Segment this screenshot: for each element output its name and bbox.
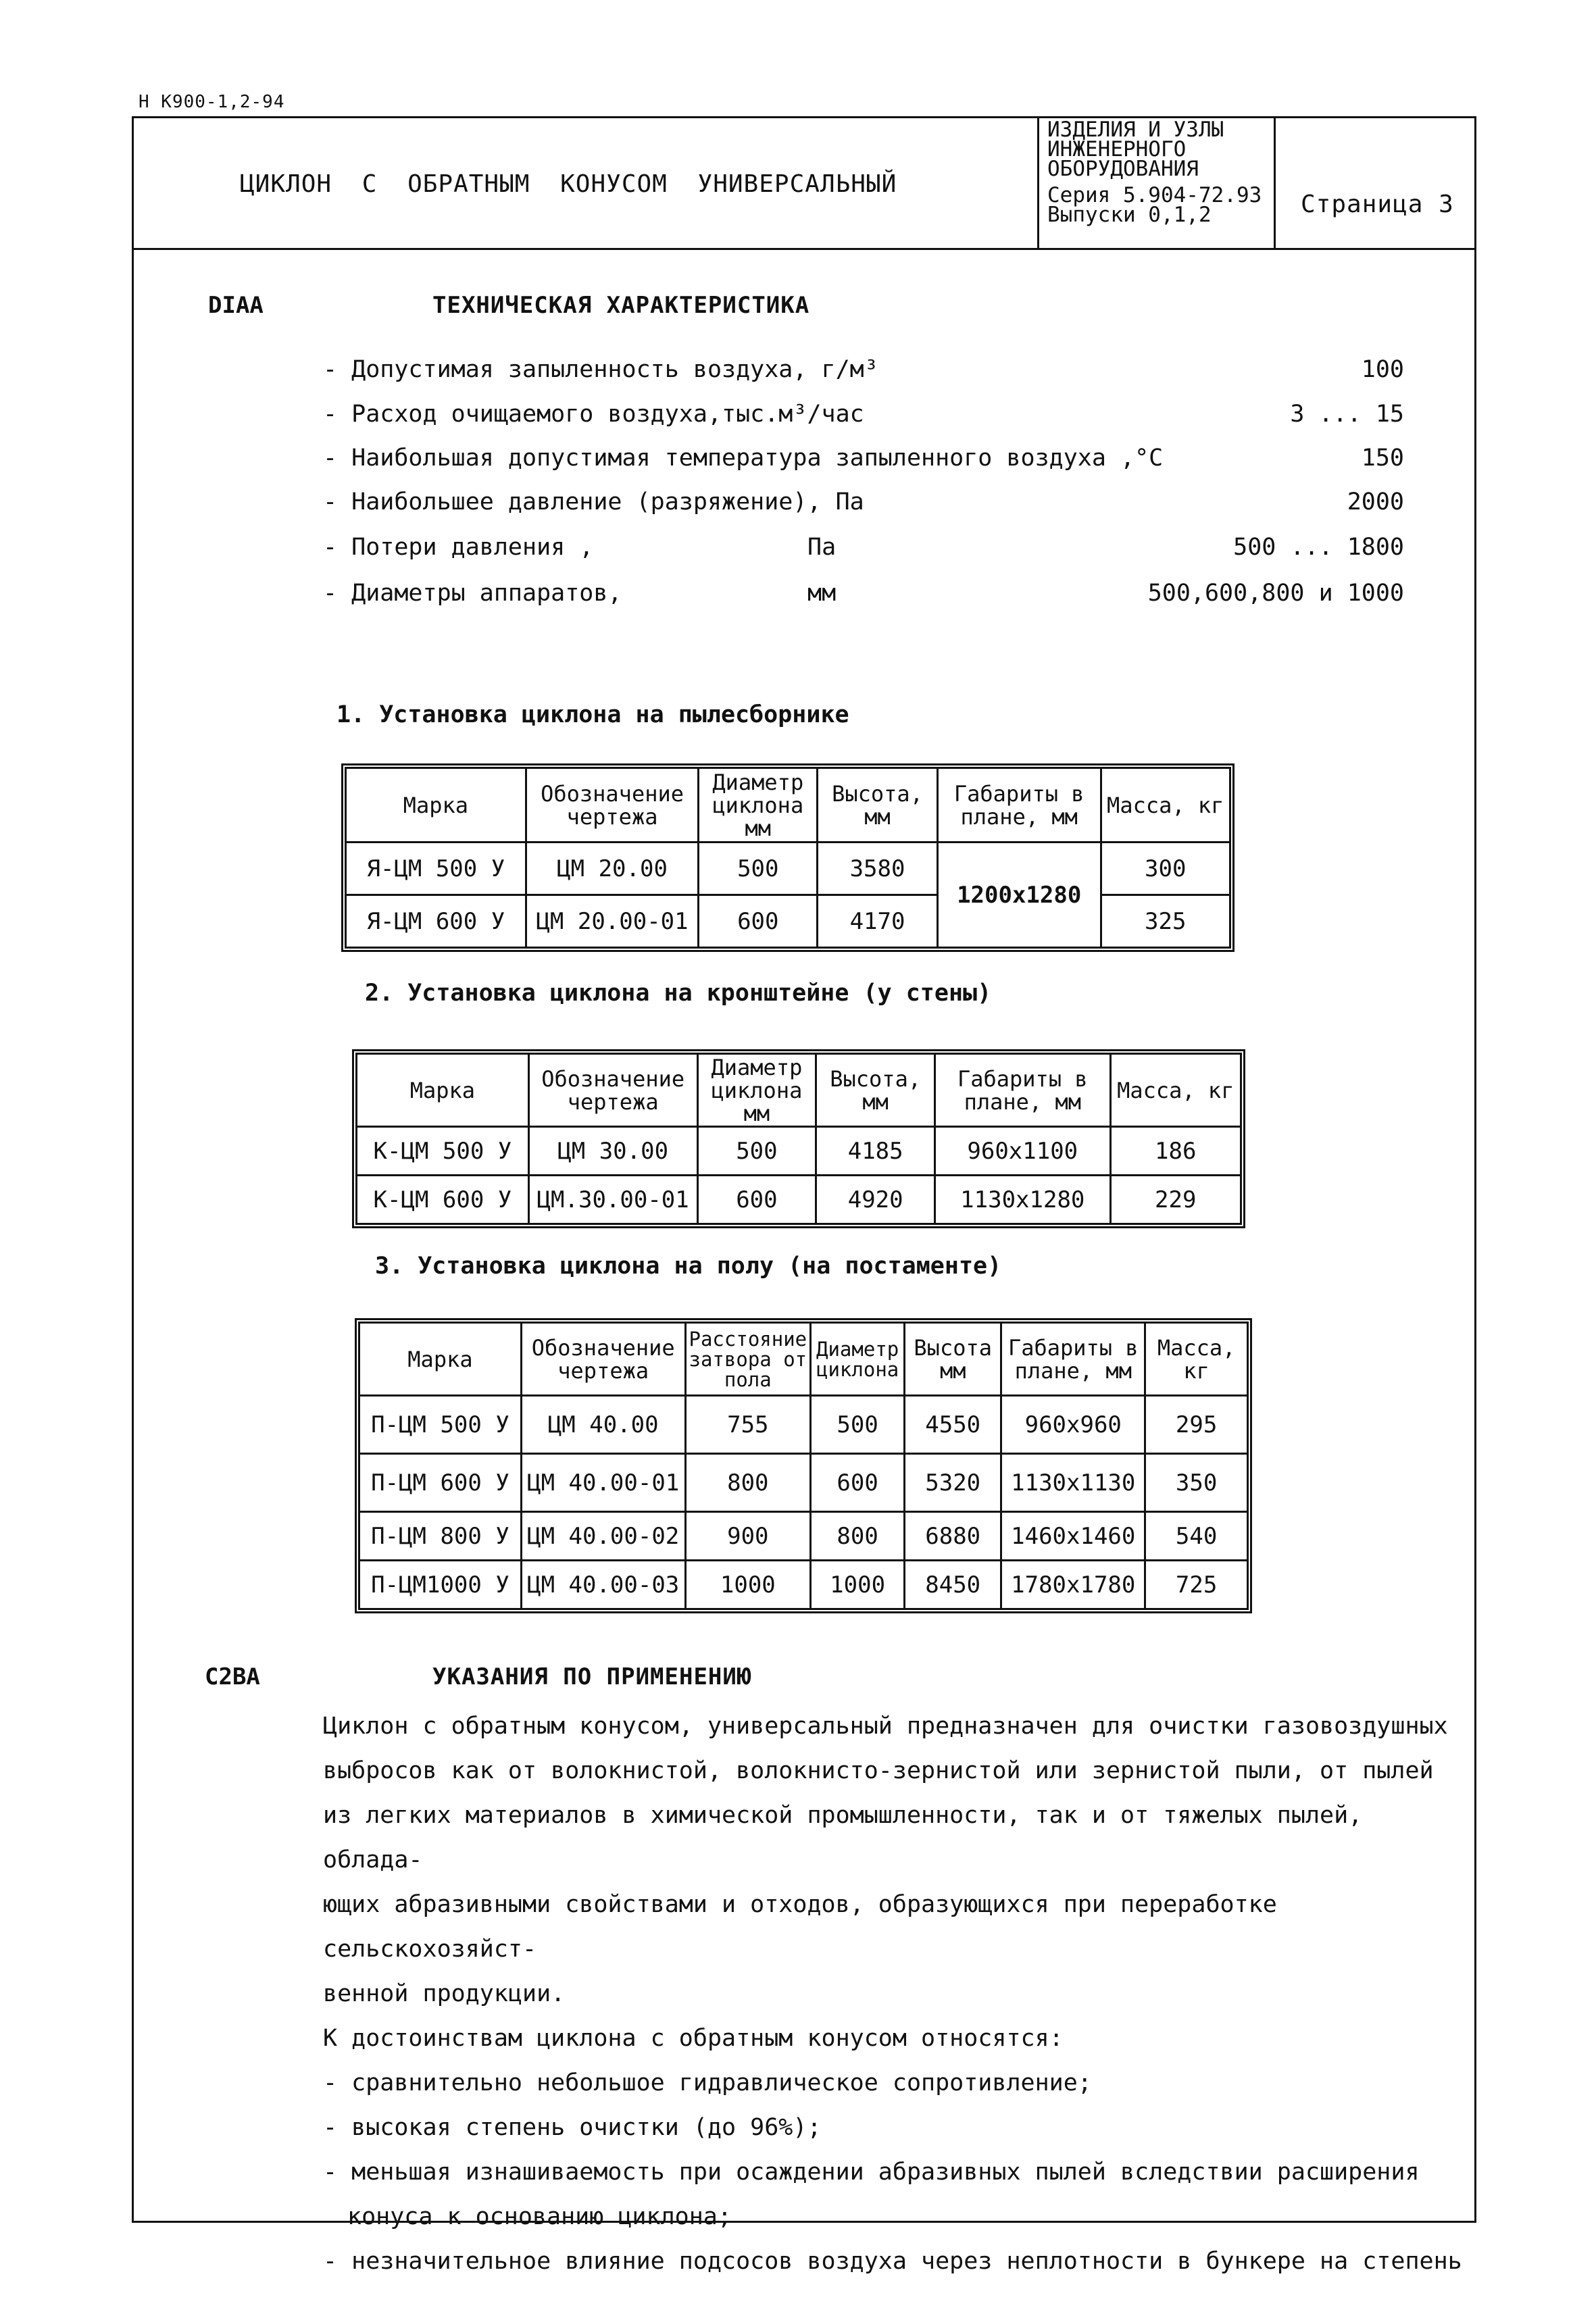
column-header: Обозначение чертежа (526, 768, 699, 842)
column-header: Марка (359, 1323, 522, 1396)
cell-dimensions: 1130x1130 (1001, 1454, 1145, 1512)
spec-row (323, 356, 1404, 391)
org-line: ИНЖЕНЕРНОГО (1047, 137, 1187, 161)
table-row (359, 1561, 1248, 1609)
column-header: Масса, кг (1110, 1054, 1241, 1127)
org-line: ИЗДЕЛИЯ И УЗЛЫ (1047, 118, 1224, 142)
cell-mark: К-ЦМ 500 У (357, 1127, 529, 1176)
cell-dimensions: 1780x1780 (1001, 1561, 1145, 1609)
cell-mass: 350 (1145, 1454, 1248, 1512)
organization-name (1047, 120, 1277, 179)
column-header: Габариты в плане, мм (935, 1054, 1110, 1127)
table-row (346, 842, 1230, 895)
column-header: Высота мм (905, 1323, 1001, 1396)
series-block (1047, 120, 1277, 225)
spec-row (323, 445, 1404, 480)
column-header: Масса, кг (1101, 768, 1230, 842)
table-row (357, 1176, 1241, 1224)
text-line: выбросов как от волокнистой, волокнисто-зернистой или зернистой пыли, от пылей (323, 1757, 1434, 1784)
cell-mark: П-ЦМ 500 У (359, 1396, 522, 1454)
cell-mass: 186 (1110, 1127, 1241, 1176)
title-divider (1037, 116, 1039, 250)
cell-diameter: 800 (811, 1512, 905, 1561)
cell-mark: П-ЦМ1000 У (359, 1561, 522, 1609)
cell-mass: 295 (1145, 1396, 1248, 1454)
cell-mark: К-ЦМ 600 У (357, 1176, 529, 1224)
text-line: конуса к основанию циклона; (347, 2203, 732, 2230)
text-line: ющих абразивными свойствами и отходов, образующихся при переработке сельскохозяйст- (323, 1891, 1277, 1963)
spec-label: - Наибольшая допустимая температура запыленного воздуха ,°С (323, 445, 1164, 472)
table-postament (358, 1322, 1249, 1610)
spec-label: - Наибольшее давление (разряжение), Па (323, 488, 864, 515)
cell-height: 4185 (816, 1127, 935, 1176)
column-header: Высота, мм (818, 768, 938, 842)
cell-diameter: 1000 (811, 1561, 905, 1609)
cell-distance: 800 (685, 1454, 811, 1512)
cell-distance: 900 (685, 1512, 811, 1561)
cell-drawing: ЦМ 40.00-01 (521, 1454, 685, 1512)
table-header-row (359, 1323, 1248, 1396)
cell-dimensions: 960x1100 (935, 1127, 1110, 1176)
cell-mass: 229 (1110, 1176, 1241, 1224)
org-line: ОБОРУДОВАНИЯ (1047, 157, 1199, 181)
table-caption: 3. Установка циклона на полу (на постаменте) (375, 1253, 1002, 1280)
section-heading: УКАЗАНИЯ ПО ПРИМЕНЕНИЮ (432, 1663, 752, 1690)
column-header: Обозначение чертежа (521, 1323, 685, 1396)
series-number: Серия 5.904-72.93 (1047, 183, 1262, 207)
cell-diameter: 600 (697, 1176, 816, 1224)
spec-row (323, 534, 1404, 569)
cell-distance: 755 (685, 1396, 811, 1454)
spec-row (323, 580, 1404, 615)
spec-row (323, 488, 1404, 524)
spec-label: - Допустимая запыленность воздуха, г/м³ (323, 356, 878, 383)
cell-height: 3580 (818, 842, 938, 895)
cell-mass: 540 (1145, 1512, 1248, 1561)
cell-height: 5320 (905, 1454, 1001, 1512)
table-row (359, 1396, 1248, 1454)
cell-diameter: 500 (699, 842, 818, 895)
spec-value: 100 (1361, 356, 1404, 383)
cell-diameter: 500 (697, 1127, 816, 1176)
cell-mass: 325 (1101, 895, 1230, 948)
table-kronshtein (355, 1053, 1242, 1225)
cell-mark: Я-ЦМ 500 У (346, 842, 526, 895)
text-line: - меньшая изнашиваемость при осаждении абразивных пылей вследствии расширения (323, 2159, 1420, 2186)
text-line: венной продукции. (323, 1980, 566, 2007)
cell-drawing: ЦМ 40.00 (521, 1396, 685, 1454)
column-header: Габариты в плане, мм (1001, 1323, 1145, 1396)
spec-value: 150 (1361, 445, 1404, 472)
spec-row (323, 401, 1404, 436)
table-caption: 2. Установка циклона на кронштейне (у стены) (365, 980, 992, 1007)
cell-height: 4170 (818, 895, 938, 948)
spec-label: - Расход очищаемого воздуха,тыс.м³/час (323, 401, 864, 428)
table-pylesbornik (345, 767, 1231, 949)
column-header: Высота, мм (816, 1054, 935, 1127)
cell-diameter: 600 (699, 895, 818, 948)
cell-diameter: 600 (811, 1454, 905, 1512)
section-code: DIAA (208, 292, 264, 319)
cell-mark: П-ЦМ 800 У (359, 1512, 522, 1561)
cell-diameter: 500 (811, 1396, 905, 1454)
cell-drawing: ЦМ 40.00-03 (521, 1561, 685, 1609)
cell-mass: 300 (1101, 842, 1230, 895)
table-caption: 1. Установка циклона на пылесборнике (336, 701, 849, 728)
cell-drawing: ЦМ 20.00 (526, 842, 699, 895)
cell-drawing: ЦМ 20.00-01 (526, 895, 699, 948)
issue-numbers: Выпуски 0,1,2 (1047, 203, 1212, 227)
cell-distance: 1000 (685, 1561, 811, 1609)
table-row (359, 1512, 1248, 1561)
cell-dimensions: 1200x1280 (937, 842, 1101, 948)
document-code: H K900-1,2-94 (139, 92, 285, 112)
page-number: Страница 3 (1301, 191, 1454, 218)
column-header: Диаметр циклона мм (699, 768, 818, 842)
cell-drawing: ЦМ 40.00-02 (521, 1512, 685, 1561)
column-header: Марка (346, 768, 526, 842)
cell-height: 4550 (905, 1396, 1001, 1454)
text-line: - сравнительно небольшое гидравлическое сопротивление; (323, 2069, 1092, 2096)
column-header: Масса, кг (1145, 1323, 1248, 1396)
spec-value: 500,600,800 и 1000 (1147, 580, 1404, 607)
cell-mass: 725 (1145, 1561, 1248, 1609)
spec-value: 2000 (1347, 488, 1404, 515)
cell-height: 8450 (905, 1561, 1001, 1609)
column-header: Марка (357, 1054, 529, 1127)
section-code: C2BA (205, 1663, 260, 1690)
column-header: Расстояние затвора от пола (685, 1323, 811, 1396)
column-header: Диаметр циклона (811, 1323, 905, 1396)
text-line: Циклон с обратным конусом, универсальный предназначен для очистки газовоздушных (323, 1713, 1448, 1740)
cell-drawing: ЦМ.30.00-01 (528, 1176, 697, 1224)
text-line: К достоинствам циклона с обратным конусом относятся: (323, 2025, 1064, 2052)
table-row (357, 1127, 1241, 1176)
column-header: Габариты в плане, мм (937, 768, 1101, 842)
cell-mark: Я-ЦМ 600 У (346, 895, 526, 948)
spec-label: - Потери давления , (323, 534, 594, 561)
text-line: из легких материалов в химической промышленности, так и от тяжелых пылей, облада- (323, 1802, 1363, 1873)
column-header: Диаметр циклона мм (697, 1054, 816, 1127)
document-title: ЦИКЛОН С ОБРАТНЫМ КОНУСОМ УНИВЕРСАЛЬНЫЙ (240, 170, 897, 198)
spec-value: 3 ... 15 (1290, 401, 1404, 428)
cell-dimensions: 1130x1280 (935, 1176, 1110, 1224)
cell-dimensions: 1460x1460 (1001, 1512, 1145, 1561)
text-line: - высокая степень очистки (до 96%); (323, 2114, 822, 2141)
column-header: Обозначение чертежа (528, 1054, 697, 1127)
cell-height: 6880 (905, 1512, 1001, 1561)
spec-value: 500 ... 1800 (1233, 534, 1404, 561)
cell-mark: П-ЦМ 600 У (359, 1454, 522, 1512)
section-heading: ТЕХНИЧЕСКАЯ ХАРАКТЕРИСТИКА (432, 292, 810, 319)
spec-label: - Диаметры аппаратов, (323, 580, 622, 607)
text-line: - незначительное влияние подсосов воздуха через неплотности в бункере на степень (323, 2248, 1462, 2275)
table-header-row (346, 768, 1230, 842)
spec-unit: мм (807, 580, 837, 607)
table-row (359, 1454, 1248, 1512)
cell-dimensions: 960x960 (1001, 1396, 1145, 1454)
cell-height: 4920 (816, 1176, 935, 1224)
table-header-row (357, 1054, 1241, 1127)
cell-drawing: ЦМ 30.00 (528, 1127, 697, 1176)
spec-unit: Па (807, 534, 837, 561)
usage-text (323, 1704, 1472, 2284)
